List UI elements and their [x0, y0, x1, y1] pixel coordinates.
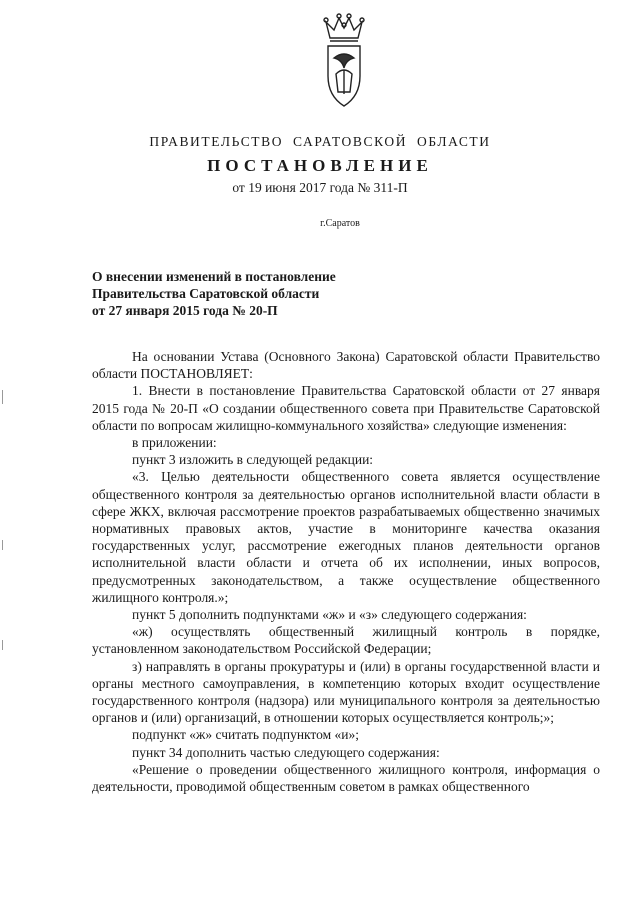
city-label: г.Саратов [320, 218, 360, 229]
body-paragraph: На основании Устава (Основного Закона) Саратовской области Правительство области ПОСТАНОВЛЯЕТ: [92, 349, 600, 382]
body-paragraph: з) направлять в органы прокуратуры и (или) в органы государственной власти и органы местного самоуправления, в компетенцию которых входит осуществление государственного контроля (надзора) или муниципального контроля за деятельностью органов и (или) организаций, в отношении которых осуществляется контроль;»; [92, 658, 600, 726]
title-line: от 27 января 2015 года № 20-П [92, 303, 278, 318]
document-date-number: от 19 июня 2017 года № 311-П [232, 180, 408, 195]
coat-of-arms-emblem [316, 10, 372, 110]
organization-name: ПРАВИТЕЛЬСТВО САРАТОВСКОЙ ОБЛАСТИ [149, 134, 491, 149]
scan-margin-mark [2, 640, 3, 650]
body-paragraph: пункт 5 дополнить подпунктами «ж» и «з» следующего содержания: [132, 607, 527, 623]
body-paragraph: в приложении: [132, 435, 217, 451]
body-paragraph: пункт 3 изложить в следующей редакции: [132, 452, 374, 468]
document-type: ПОСТАНОВЛЕНИЕ [207, 156, 433, 175]
body-paragraph: «3. Целью деятельности общественного совета является осуществление общественного контроля за деятельностью органов исполнительной власти области в сфере ЖКХ, включая рассмотрение проектов разрабатываемых общественно значимых нормативных правовых актов, участие в мониторинге качества оказания государственных услуг, рассмотрение ежегодных планов деятельности органов исполнительной власти области и отчета об их исполнении, иных вопросов, предусмотренных законодательством, а также осуществление общественного жилищного контроля.»; [92, 469, 600, 605]
title-line: Правительства Саратовской области [92, 286, 320, 301]
body-paragraph: «ж) осуществлять общественный жилищный контроль в порядке, установленном законодательством Российской Федерации; [92, 624, 600, 657]
scan-margin-mark [2, 390, 3, 404]
title-line: О внесении изменений в постановление [92, 269, 336, 284]
body-paragraph: пункт 34 дополнить частью следующего содержания: [132, 744, 440, 760]
document-title [92, 268, 512, 319]
body-paragraph: подпункт «ж» считать подпунктом «и»; [132, 727, 360, 743]
scan-margin-mark [2, 540, 3, 550]
body-paragraph: 1. Внести в постановление Правительства Саратовской области от 27 января 2015 года № 20-П «О создании общественного совета при Правительстве Саратовской области по вопросам жилищно-коммунального хозяйства» следующие изменения: [92, 383, 600, 433]
document-body [92, 348, 600, 795]
body-paragraph: «Решение о проведении общественного жилищного контроля, информация о деятельности, проводимой общественным советом в рамках общественного [92, 761, 600, 795]
